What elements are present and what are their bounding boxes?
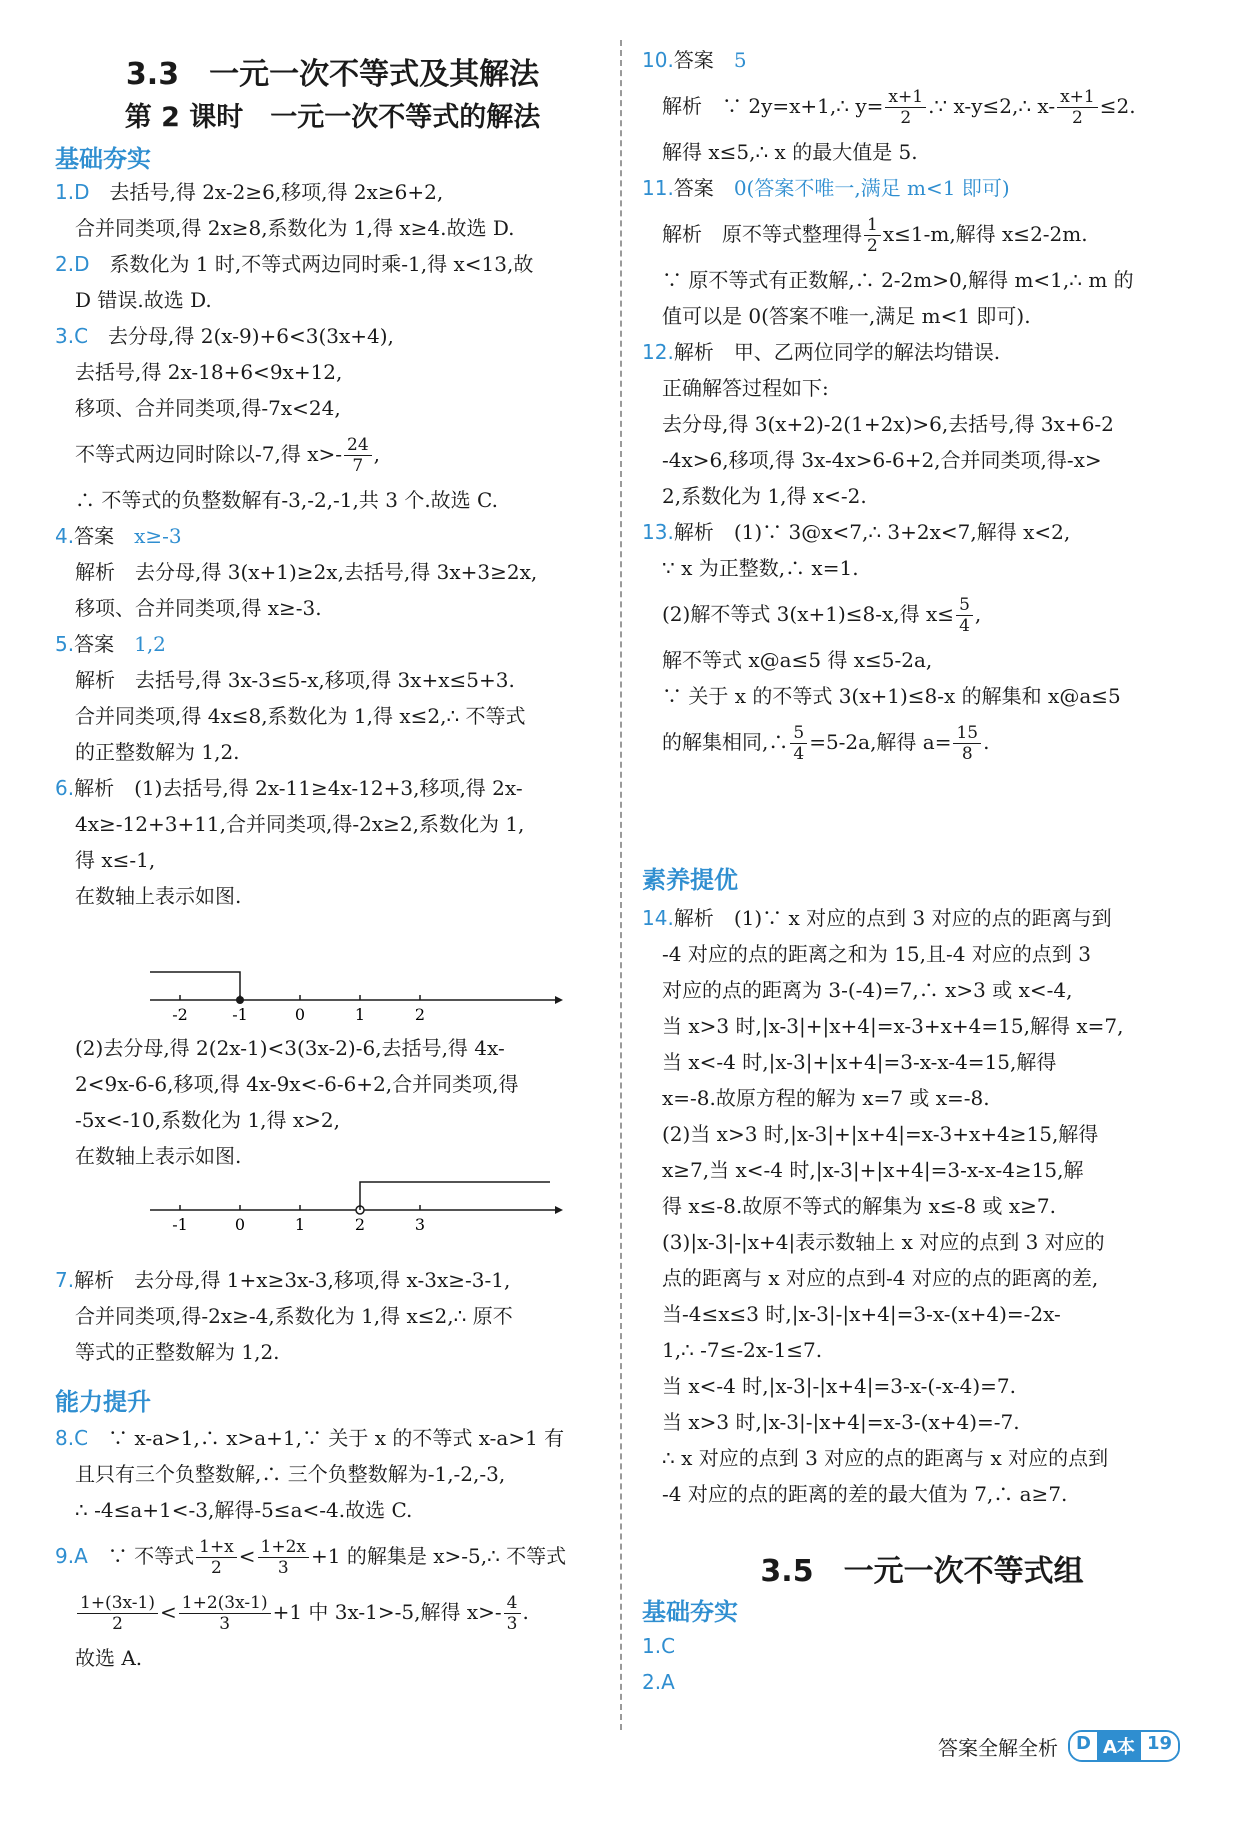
- answer-line: 7.解析 去分母,得 1+x≥3x-3,移项,得 x-3x≥-3-1,: [55, 1268, 511, 1292]
- answer-line: 合并同类项,得 2x≥8,系数化为 1,得 x≥4.故选 D.: [75, 216, 515, 240]
- answer-line: 1.C: [642, 1634, 676, 1658]
- tick-label: -1: [232, 1005, 248, 1024]
- fraction: $\frac{24}{7}$: [344, 435, 372, 476]
- answer-line: 13.解析 (1)∵ 3@x<7,∴ 3+2x<7,解得 x<2,: [642, 520, 1071, 544]
- answer-line: 12.解析 甲、乙两位同学的解法均错误.: [642, 340, 1001, 364]
- answer-line: 合并同类项,得 4x≤8,系数化为 1,得 x≤2,∴ 不等式: [75, 704, 526, 728]
- solution-ray: [150, 972, 240, 1000]
- tick-label: 3: [414, 1215, 426, 1234]
- answer-line: 9.A ∵ 不等式 $\frac{1+x}{2}$ < $\frac{1+2x}{3}$ +1 的解集是 x>-5,∴ 不等式: [55, 1537, 567, 1578]
- answer-line: 等式的正整数解为 1,2.: [75, 1340, 280, 1364]
- page-badge: D A本 19: [1068, 1730, 1180, 1762]
- tick-label: 0: [294, 1005, 306, 1024]
- tick-label: -2: [172, 1005, 188, 1024]
- answer-line: 当 x<-4 时,|x-3|-|x+4|=3-x-(-x-4)=7.: [662, 1374, 1017, 1398]
- answer-line: x=-8.故原方程的解为 x=7 或 x=-8.: [662, 1086, 990, 1110]
- section-heading: 素养提优: [642, 866, 738, 894]
- answer-line: 点的距离与 x 对应的点到-4 对应的点的距离的差,: [662, 1266, 1099, 1290]
- answer-line: 得 x≤-8.故原不等式的解集为 x≤-8 或 x≥7.: [662, 1194, 1056, 1218]
- answer-line: 2.A: [642, 1670, 675, 1694]
- answer-line: (2)当 x>3 时,|x-3|+|x+4|=x-3+x+4≥15,解得: [662, 1122, 1099, 1146]
- answer-line: 合并同类项,得-2x≥-4,系数化为 1,得 x≤2,∴ 原不: [75, 1304, 513, 1328]
- answer-line: ∵ x 为正整数,∴ x=1.: [662, 556, 859, 580]
- footer-label: 答案全解全析: [938, 1735, 1059, 1760]
- answer-line: 的解集相同,∴ $\frac{5}{4}$ =5-2a,解得 a= $\frac{15}{8}$ .: [662, 723, 990, 764]
- section-heading: 基础夯实: [55, 145, 151, 173]
- answer-line: ∴ x 对应的点到 3 对应的点的距离与 x 对应的点到: [662, 1446, 1109, 1470]
- answer-line: (3)|x-3|-|x+4|表示数轴上 x 对应的点到 3 对应的: [662, 1230, 1105, 1254]
- answer-line: 14.解析 (1)∵ x 对应的点到 3 对应的点的距离与到: [642, 906, 1112, 930]
- tick-label: 2: [354, 1215, 366, 1234]
- answer-line: 10.答案 5: [642, 48, 747, 72]
- answer-line: 去括号,得 2x-18+6<9x+12,: [75, 360, 343, 384]
- axis-arrow: [555, 1206, 563, 1214]
- lesson-title: 第 2 课时 一元一次不等式的解法: [124, 102, 541, 133]
- answer-line: ∴ 不等式的负整数解有-3,-2,-1,共 3 个.故选 C.: [75, 488, 498, 512]
- number-line-1: [150, 965, 570, 1025]
- answer-line: 去分母,得 3(x+2)-2(1+2x)>6,去括号,得 3x+6-2: [662, 412, 1114, 436]
- answer-line: 正确解答过程如下:: [662, 376, 829, 400]
- answer-line: 2,系数化为 1,得 x<-2.: [662, 484, 867, 508]
- answer-line: 6.解析 (1)去括号,得 2x-11≥4x-12+3,移项,得 2x-: [55, 776, 523, 800]
- right-answers-block-3: [642, 1628, 675, 1700]
- answer-line: 11.答案 0(答案不唯一,满足 m<1 即可): [642, 176, 1010, 200]
- answer-line: 2<9x-6-6,移项,得 4x-9x<-6-6+2,合并同类项,得: [75, 1072, 519, 1096]
- number-line-2: [150, 1175, 570, 1235]
- answer-line: 4x≥-12+3+11,合并同类项,得-2x≥2,系数化为 1,: [75, 812, 525, 836]
- axis-arrow: [555, 996, 563, 1004]
- answer-line: -4 对应的点的距离的差的最大值为 7,∴ a≥7.: [662, 1482, 1068, 1506]
- answer-line: x≥7,当 x<-4 时,|x-3|+|x+4|=3-x-x-4≥15,解: [662, 1158, 1084, 1182]
- tick-label: 1: [354, 1005, 366, 1024]
- answer-line: 解析 原不等式整理得 $\frac{1}{2}$ x≤1-m,解得 x≤2-2m.: [662, 215, 1088, 256]
- answer-line: 解析 ∵ 2y=x+1,∴ y= $\frac{x+1}{2}$ .∵ x-y≤2,∴ x- $\frac{x+1}{2}$ ≤2.: [662, 87, 1136, 128]
- right-answers-block-1: [642, 42, 1202, 770]
- answer-line: 1.D 去括号,得 2x-2≥6,移项,得 2x≥6+2,: [55, 180, 444, 204]
- answer-line: (2)去分母,得 2(2x-1)<3(3x-2)-6,去括号,得 4x-: [75, 1036, 505, 1060]
- answer-line: 当-4≤x≤3 时,|x-3|-|x+4|=3-x-(x+4)=-2x-: [662, 1302, 1061, 1326]
- answer-line: D 错误.故选 D.: [75, 288, 212, 312]
- left-answers-block-3: [55, 1262, 615, 1370]
- answer-line: 且只有三个负整数解,∴ 三个负整数解为-1,-2,-3,: [75, 1462, 506, 1486]
- page-footer: [938, 1730, 1180, 1762]
- section-title: 3.5 一元一次不等式组: [760, 1554, 1084, 1589]
- section-heading: 能力提升: [55, 1388, 151, 1416]
- answer-line: $\frac{1+(3x-1)}{2}$ < $\frac{1+2(3x-1)}{3}$ +1 中 3x-1>-5,解得 x>- $\frac{4}{3}$ .: [55, 1584, 615, 1640]
- tick-label: 0: [234, 1215, 246, 1234]
- answer-line: 解析 去分母,得 3(x+1)≥2x,去括号,得 3x+3≥2x,: [75, 560, 538, 584]
- tick-label: 2: [414, 1005, 426, 1024]
- answer-line: 值可以是 0(答案不唯一,满足 m<1 即可).: [662, 304, 1031, 328]
- answer-line: 当 x<-4 时,|x-3|+|x+4|=3-x-x-4=15,解得: [662, 1050, 1057, 1074]
- answer-line: ∴ -4≤a+1<-3,解得-5≤a<-4.故选 C.: [75, 1498, 413, 1522]
- left-answers-block-1: [55, 174, 615, 914]
- column-divider: [620, 40, 622, 1730]
- answer-line: 3.C 去分母,得 2(x-9)+6<3(3x+4),: [55, 324, 394, 348]
- page-number: 19: [1141, 1732, 1178, 1760]
- left-answers-block-4: [55, 1420, 615, 1676]
- answer-line: 在数轴上表示如图.: [75, 1144, 242, 1168]
- tick-label: 1: [294, 1215, 306, 1234]
- answer-line: 得 x≤-1,: [75, 848, 156, 872]
- answer-line: 故选 A.: [75, 1646, 143, 1670]
- answer-line: 移项、合并同类项,得-7x<24,: [75, 396, 341, 420]
- tick-label: -1: [172, 1215, 188, 1234]
- answer-line: 解不等式 x@a≤5 得 x≤5-2a,: [662, 648, 933, 672]
- answer-line: 4.答案 x≥-3: [55, 524, 182, 548]
- answer-line: -4 对应的点的距离之和为 15,且-4 对应的点到 3: [662, 942, 1091, 966]
- answer-line: 当 x>3 时,|x-3|+|x+4|=x-3+x+4=15,解得 x=7,: [662, 1014, 1124, 1038]
- answer-line: 2.D 系数化为 1 时,不等式两边同时乘-1,得 x<13,故: [55, 252, 534, 276]
- section-title: 3.3 一元一次不等式及其解法: [125, 57, 540, 92]
- answer-line: 在数轴上表示如图.: [75, 884, 242, 908]
- answer-line: 移项、合并同类项,得 x≥-3.: [75, 596, 322, 620]
- answer-line: 5.答案 1,2: [55, 632, 166, 656]
- section-heading: 基础夯实: [642, 1598, 738, 1626]
- solution-ray: [360, 1182, 550, 1210]
- answer-line: ∵ 关于 x 的不等式 3(x+1)≤8-x 的解集和 x@a≤5: [662, 684, 1121, 708]
- answer-line: (2)解不等式 3(x+1)≤8-x,得 x≤ $\frac{5}{4}$ ,: [662, 595, 982, 636]
- answer-line: 解析 去括号,得 3x-3≤5-x,移项,得 3x+x≤5+3.: [75, 668, 515, 692]
- answer-line: 不等式两边同时除以-7,得 x>- $\frac{24}{7}$ ,: [75, 435, 380, 476]
- answer-line: 解得 x≤5,∴ x 的最大值是 5.: [662, 140, 918, 164]
- answer-line: 当 x>3 时,|x-3|-|x+4|=x-3-(x+4)=-7.: [662, 1410, 1020, 1434]
- answer-line: 的正整数解为 1,2.: [75, 740, 240, 764]
- answer-line: -5x<-10,系数化为 1,得 x>2,: [75, 1108, 340, 1132]
- answer-line: 8.C ∵ x-a>1,∴ x>a+1,∵ 关于 x 的不等式 x-a>1 有: [55, 1426, 565, 1450]
- right-answers-block-2: [642, 900, 1202, 1512]
- answer-line: ∵ 原不等式有正数解,∴ 2-2m>0,解得 m<1,∴ m 的: [662, 268, 1134, 292]
- left-answers-block-2: [55, 1030, 615, 1174]
- answer-line: -4x>6,移项,得 3x-4x>6-6+2,合并同类项,得-x>: [662, 448, 1102, 472]
- answer-line: 对应的点的距离为 3-(-4)=7,∴ x>3 或 x<-4,: [662, 978, 1073, 1002]
- answer-line: 1,∴ -7≤-2x-1≤7.: [662, 1338, 823, 1362]
